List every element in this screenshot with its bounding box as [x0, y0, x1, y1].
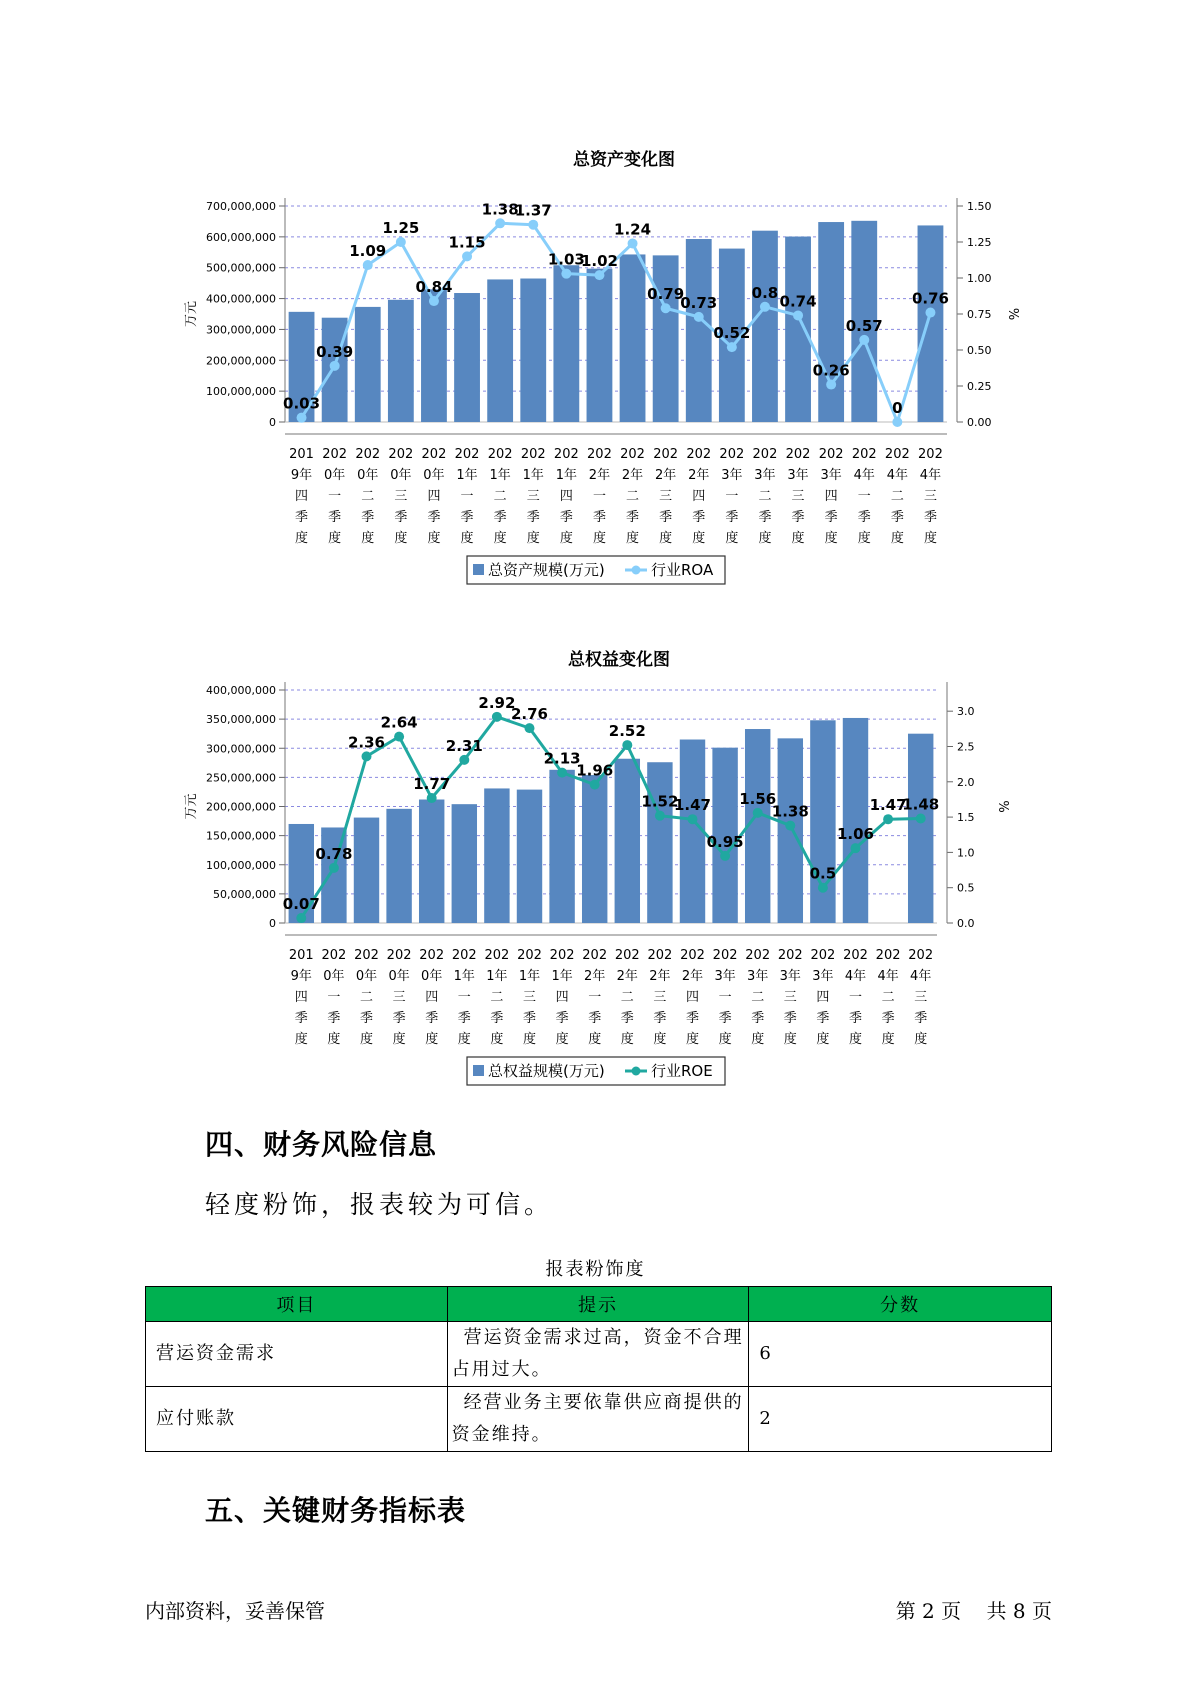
bar: [354, 818, 379, 923]
y2-tick-label: 2.0: [957, 775, 975, 789]
legend-line-label: 行业ROE: [651, 1062, 713, 1080]
line-point: [590, 780, 600, 790]
table-row: [146, 1322, 1052, 1387]
y-tick-label: 100,000,000: [206, 385, 276, 399]
x-tick-label: 202 3年一季度: [719, 447, 745, 546]
x-tick-label: 202 1年二季度: [487, 447, 513, 546]
legend-line-marker: [632, 1067, 641, 1076]
y-tick-label: 250,000,000: [206, 771, 276, 785]
x-tick-label: 202 4年三季度: [908, 948, 934, 1047]
x-tick-label: 202 1年一季度: [454, 447, 480, 546]
y-tick-label: 150,000,000: [206, 829, 276, 843]
total-assets-chart: [0, 140, 1191, 600]
line-point: [785, 821, 795, 831]
table-caption: 报表粉饰度: [545, 1259, 646, 1280]
y-tick-label: 300,000,000: [206, 323, 276, 337]
data-label: 1.03: [547, 250, 585, 269]
bar: [785, 237, 811, 422]
line-point: [925, 308, 935, 318]
bar: [549, 770, 574, 923]
line-point: [760, 302, 770, 312]
y-tick-label: 500,000,000: [206, 261, 276, 275]
risk-summary: 轻度粉饰，报表较为可信。: [205, 1190, 554, 1219]
data-label: 1.47: [673, 796, 712, 815]
line-point: [916, 814, 926, 824]
section5-heading: 五、关键财务指标表: [205, 1494, 467, 1527]
line-point: [297, 413, 307, 423]
data-label: 0.76: [911, 289, 949, 308]
x-tick-label: 202 3年四季度: [810, 948, 836, 1047]
bar: [843, 718, 868, 923]
line-point: [688, 814, 698, 824]
data-label: 1.96: [576, 761, 614, 780]
chart-title: 总权益变化图: [568, 650, 670, 670]
y2-tick-label: 0.00: [967, 416, 992, 429]
y2-tick-label: 0.75: [967, 308, 992, 321]
line-point: [492, 712, 502, 722]
chart-title: 总资产变化图: [573, 150, 675, 170]
line-point: [296, 913, 306, 923]
data-label: 0: [892, 399, 903, 417]
legend-bar-label: 总权益规模(万元): [488, 1062, 605, 1080]
x-tick-label: 202 0年三季度: [386, 948, 412, 1047]
table-header-row: [146, 1287, 1052, 1322]
line-point: [363, 260, 373, 270]
x-tick-label: 202 4年三季度: [918, 447, 943, 546]
bar: [386, 809, 411, 923]
line-point: [628, 238, 638, 248]
line-point: [892, 417, 902, 427]
x-tick-label: 202 2年四季度: [680, 948, 705, 1047]
header-hint: 提示: [447, 1287, 749, 1322]
y2-tick-label: 0.25: [967, 380, 992, 393]
y-tick-label: 50,000,000: [213, 887, 276, 901]
line-point: [594, 270, 604, 280]
x-tick-label: 202 2年一季度: [587, 447, 612, 546]
data-label: 1.15: [448, 233, 486, 252]
x-tick-label: 202 1年三季度: [520, 447, 546, 546]
bar: [647, 762, 672, 923]
x-tick-label: 202 2年一季度: [582, 948, 608, 1047]
line-point: [329, 863, 339, 873]
row-hint: 经营业务主要依靠供应商提供的资金维持。: [447, 1387, 749, 1452]
data-label: 0.03: [283, 394, 321, 413]
y-tick-label: 700,000,000: [206, 200, 276, 213]
x-tick-label: 202 4年一季度: [851, 447, 877, 546]
x-tick-label: 202 4年二季度: [884, 447, 910, 546]
line-point: [661, 303, 671, 313]
x-tick-label: 202 1年三季度: [517, 948, 542, 1047]
data-label: 2.13: [543, 749, 581, 768]
x-tick-label: 202 2年三季度: [653, 447, 679, 546]
y-tick-label: 300,000,000: [206, 742, 276, 756]
x-tick-label: 202 0年四季度: [421, 447, 447, 546]
y-tick-label: 400,000,000: [206, 292, 276, 306]
y2-axis-title: %: [995, 800, 1010, 813]
y-tick-label: 400,000,000: [206, 684, 276, 697]
row-score: 2: [749, 1387, 1052, 1452]
data-label: 1.56: [739, 789, 777, 808]
legend-line-marker: [632, 566, 641, 575]
line-point: [727, 342, 737, 352]
x-tick-label: 201 9年四季度: [289, 447, 314, 546]
data-label: 2.76: [510, 705, 549, 724]
y-tick-label: 350,000,000: [206, 713, 276, 727]
y-tick-label: 0: [269, 917, 276, 930]
x-tick-label: 202 2年四季度: [686, 447, 712, 546]
bar: [355, 307, 381, 422]
line-point: [528, 220, 538, 230]
y2-axis-title: %: [1005, 307, 1020, 321]
data-label: 0.39: [316, 342, 354, 361]
line-point: [557, 768, 567, 778]
bar: [419, 800, 444, 923]
bar: [653, 255, 679, 422]
y2-tick-label: 1.25: [967, 236, 992, 249]
bar: [452, 804, 477, 923]
line-point: [622, 740, 632, 750]
data-label: 0.52: [713, 324, 751, 343]
bar: [752, 231, 778, 422]
line-point: [429, 296, 439, 306]
y2-tick-label: 2.5: [957, 740, 975, 754]
y-tick-label: 0: [269, 416, 276, 429]
data-label: 1.48: [902, 795, 940, 814]
y2-tick-label: 3.0: [957, 705, 975, 719]
line-point: [694, 312, 704, 322]
line-point: [495, 218, 505, 228]
data-label: 2.52: [608, 722, 646, 741]
bar: [620, 254, 646, 422]
y-axis-title: 万元: [184, 793, 199, 820]
footer-page-number: 第 2 页 共 8 页: [895, 1599, 1052, 1623]
line-point: [396, 237, 406, 247]
data-label: 1.38: [481, 200, 519, 219]
bar: [388, 300, 414, 422]
bar: [487, 279, 513, 422]
data-label: 2.92: [478, 693, 516, 712]
line-point: [330, 361, 340, 371]
x-tick-label: 202 3年四季度: [818, 447, 844, 546]
bar: [908, 734, 933, 923]
line-point: [753, 808, 763, 818]
bar: [553, 265, 579, 422]
x-tick-label: 202 3年一季度: [712, 948, 738, 1047]
x-tick-label: 202 1年四季度: [549, 948, 575, 1047]
bar: [454, 293, 480, 422]
risk-table: [145, 1286, 1052, 1452]
header-score: 分数: [749, 1287, 1052, 1322]
data-label: 1.24: [614, 220, 652, 239]
data-label: 2.36: [347, 733, 386, 752]
y2-tick-label: 0.0: [957, 917, 975, 930]
line-point: [720, 851, 730, 861]
x-tick-label: 202 3年三季度: [785, 447, 811, 546]
y2-tick-label: 1.0: [957, 846, 975, 860]
x-tick-label: 202 2年二季度: [614, 948, 640, 1047]
y2-tick-label: 1.5: [957, 811, 975, 825]
data-label: 0.73: [680, 293, 718, 312]
bar: [520, 279, 546, 422]
row-item: 应付账款: [146, 1387, 448, 1452]
bar: [818, 222, 844, 422]
x-tick-label: 202 0年四季度: [419, 948, 445, 1047]
line-point: [561, 269, 571, 279]
data-label: 0.78: [315, 844, 353, 863]
x-tick-label: 202 0年二季度: [355, 447, 381, 546]
section4-heading: 四、财务风险信息: [205, 1128, 438, 1161]
data-label: 1.52: [641, 792, 679, 811]
data-label: 0.84: [415, 278, 453, 297]
x-tick-label: 202 2年二季度: [620, 447, 645, 546]
line-point: [818, 883, 828, 893]
data-label: 1.02: [580, 252, 618, 271]
bar: [686, 239, 712, 422]
data-label: 1.47: [869, 796, 907, 815]
data-label: 0.57: [845, 316, 883, 335]
data-label: 0.07: [282, 895, 320, 914]
x-tick-label: 202 0年二季度: [354, 948, 379, 1047]
data-label: 0.5: [809, 864, 837, 883]
legend-line-label: 行业ROA: [651, 561, 714, 579]
y-tick-label: 600,000,000: [206, 230, 276, 244]
data-label: 1.37: [514, 201, 552, 220]
y-axis-title: 万元: [184, 300, 199, 328]
legend-bar-label: 总资产规模(万元): [488, 561, 605, 579]
line-point: [851, 843, 861, 853]
x-tick-label: 202 3年二季度: [745, 948, 771, 1047]
y2-tick-label: 0.50: [967, 344, 992, 357]
bar: [918, 225, 944, 422]
x-tick-label: 202 4年二季度: [875, 948, 901, 1047]
x-tick-label: 201 9年四季度: [288, 948, 314, 1047]
bar: [484, 788, 509, 923]
line-point: [655, 811, 665, 821]
bar: [587, 269, 613, 422]
row-score: 6: [749, 1322, 1052, 1387]
row-hint: 营运资金需求过高，资金不合理占用过大。: [447, 1322, 749, 1387]
total-equity-chart: [0, 640, 1191, 1100]
data-label: 0.8: [751, 283, 779, 302]
legend-bar-swatch: [473, 1065, 484, 1076]
data-label: 1.25: [382, 219, 420, 237]
data-label: 1.09: [349, 242, 387, 261]
x-tick-label: 202 0年三季度: [388, 447, 414, 546]
legend-bar-swatch: [473, 564, 484, 575]
line-point: [859, 335, 869, 345]
y-tick-label: 200,000,000: [206, 354, 276, 368]
data-label: 1.06: [836, 825, 875, 844]
line-point: [394, 732, 404, 742]
x-tick-label: 202 1年四季度: [553, 447, 579, 546]
bar: [517, 790, 542, 923]
line-point: [459, 755, 469, 765]
line-point: [462, 251, 472, 261]
table-row: [146, 1387, 1052, 1452]
data-label: 1.38: [771, 802, 809, 821]
x-tick-label: 202 0年一季度: [322, 447, 348, 546]
bar: [582, 775, 607, 923]
bar: [615, 759, 640, 923]
x-tick-label: 202 1年一季度: [451, 948, 477, 1047]
footer-left: 内部资料，妥善保管: [145, 1599, 325, 1623]
row-item: 营运资金需求: [146, 1322, 448, 1387]
data-label: 2.31: [445, 736, 483, 755]
line-point: [793, 310, 803, 320]
x-tick-label: 202 4年一季度: [843, 948, 868, 1047]
data-label: 1.77: [413, 775, 451, 794]
x-tick-label: 202 3年二季度: [752, 447, 778, 546]
data-label: 0.79: [647, 285, 685, 304]
y2-tick-label: 1.00: [967, 272, 992, 285]
bar: [421, 289, 447, 422]
data-label: 0.74: [779, 292, 817, 311]
x-tick-label: 202 3年三季度: [777, 948, 803, 1047]
y2-tick-label: 1.50: [967, 200, 992, 213]
data-label: 0.95: [706, 832, 744, 851]
y2-tick-label: 0.5: [957, 881, 975, 895]
line-point: [525, 723, 535, 733]
x-tick-label: 202 2年三季度: [647, 948, 673, 1047]
line-point: [362, 751, 372, 761]
line-point: [883, 814, 893, 824]
data-label: 0.26: [812, 361, 850, 380]
y-tick-label: 200,000,000: [206, 800, 276, 814]
header-item: 项目: [146, 1287, 448, 1322]
data-label: 2.64: [380, 713, 418, 732]
y-tick-label: 100,000,000: [206, 858, 276, 872]
line-point: [427, 793, 437, 803]
x-tick-label: 202 0年一季度: [321, 948, 347, 1047]
x-tick-label: 202 1年二季度: [484, 948, 510, 1047]
bar: [778, 738, 803, 923]
line-point: [826, 380, 836, 390]
